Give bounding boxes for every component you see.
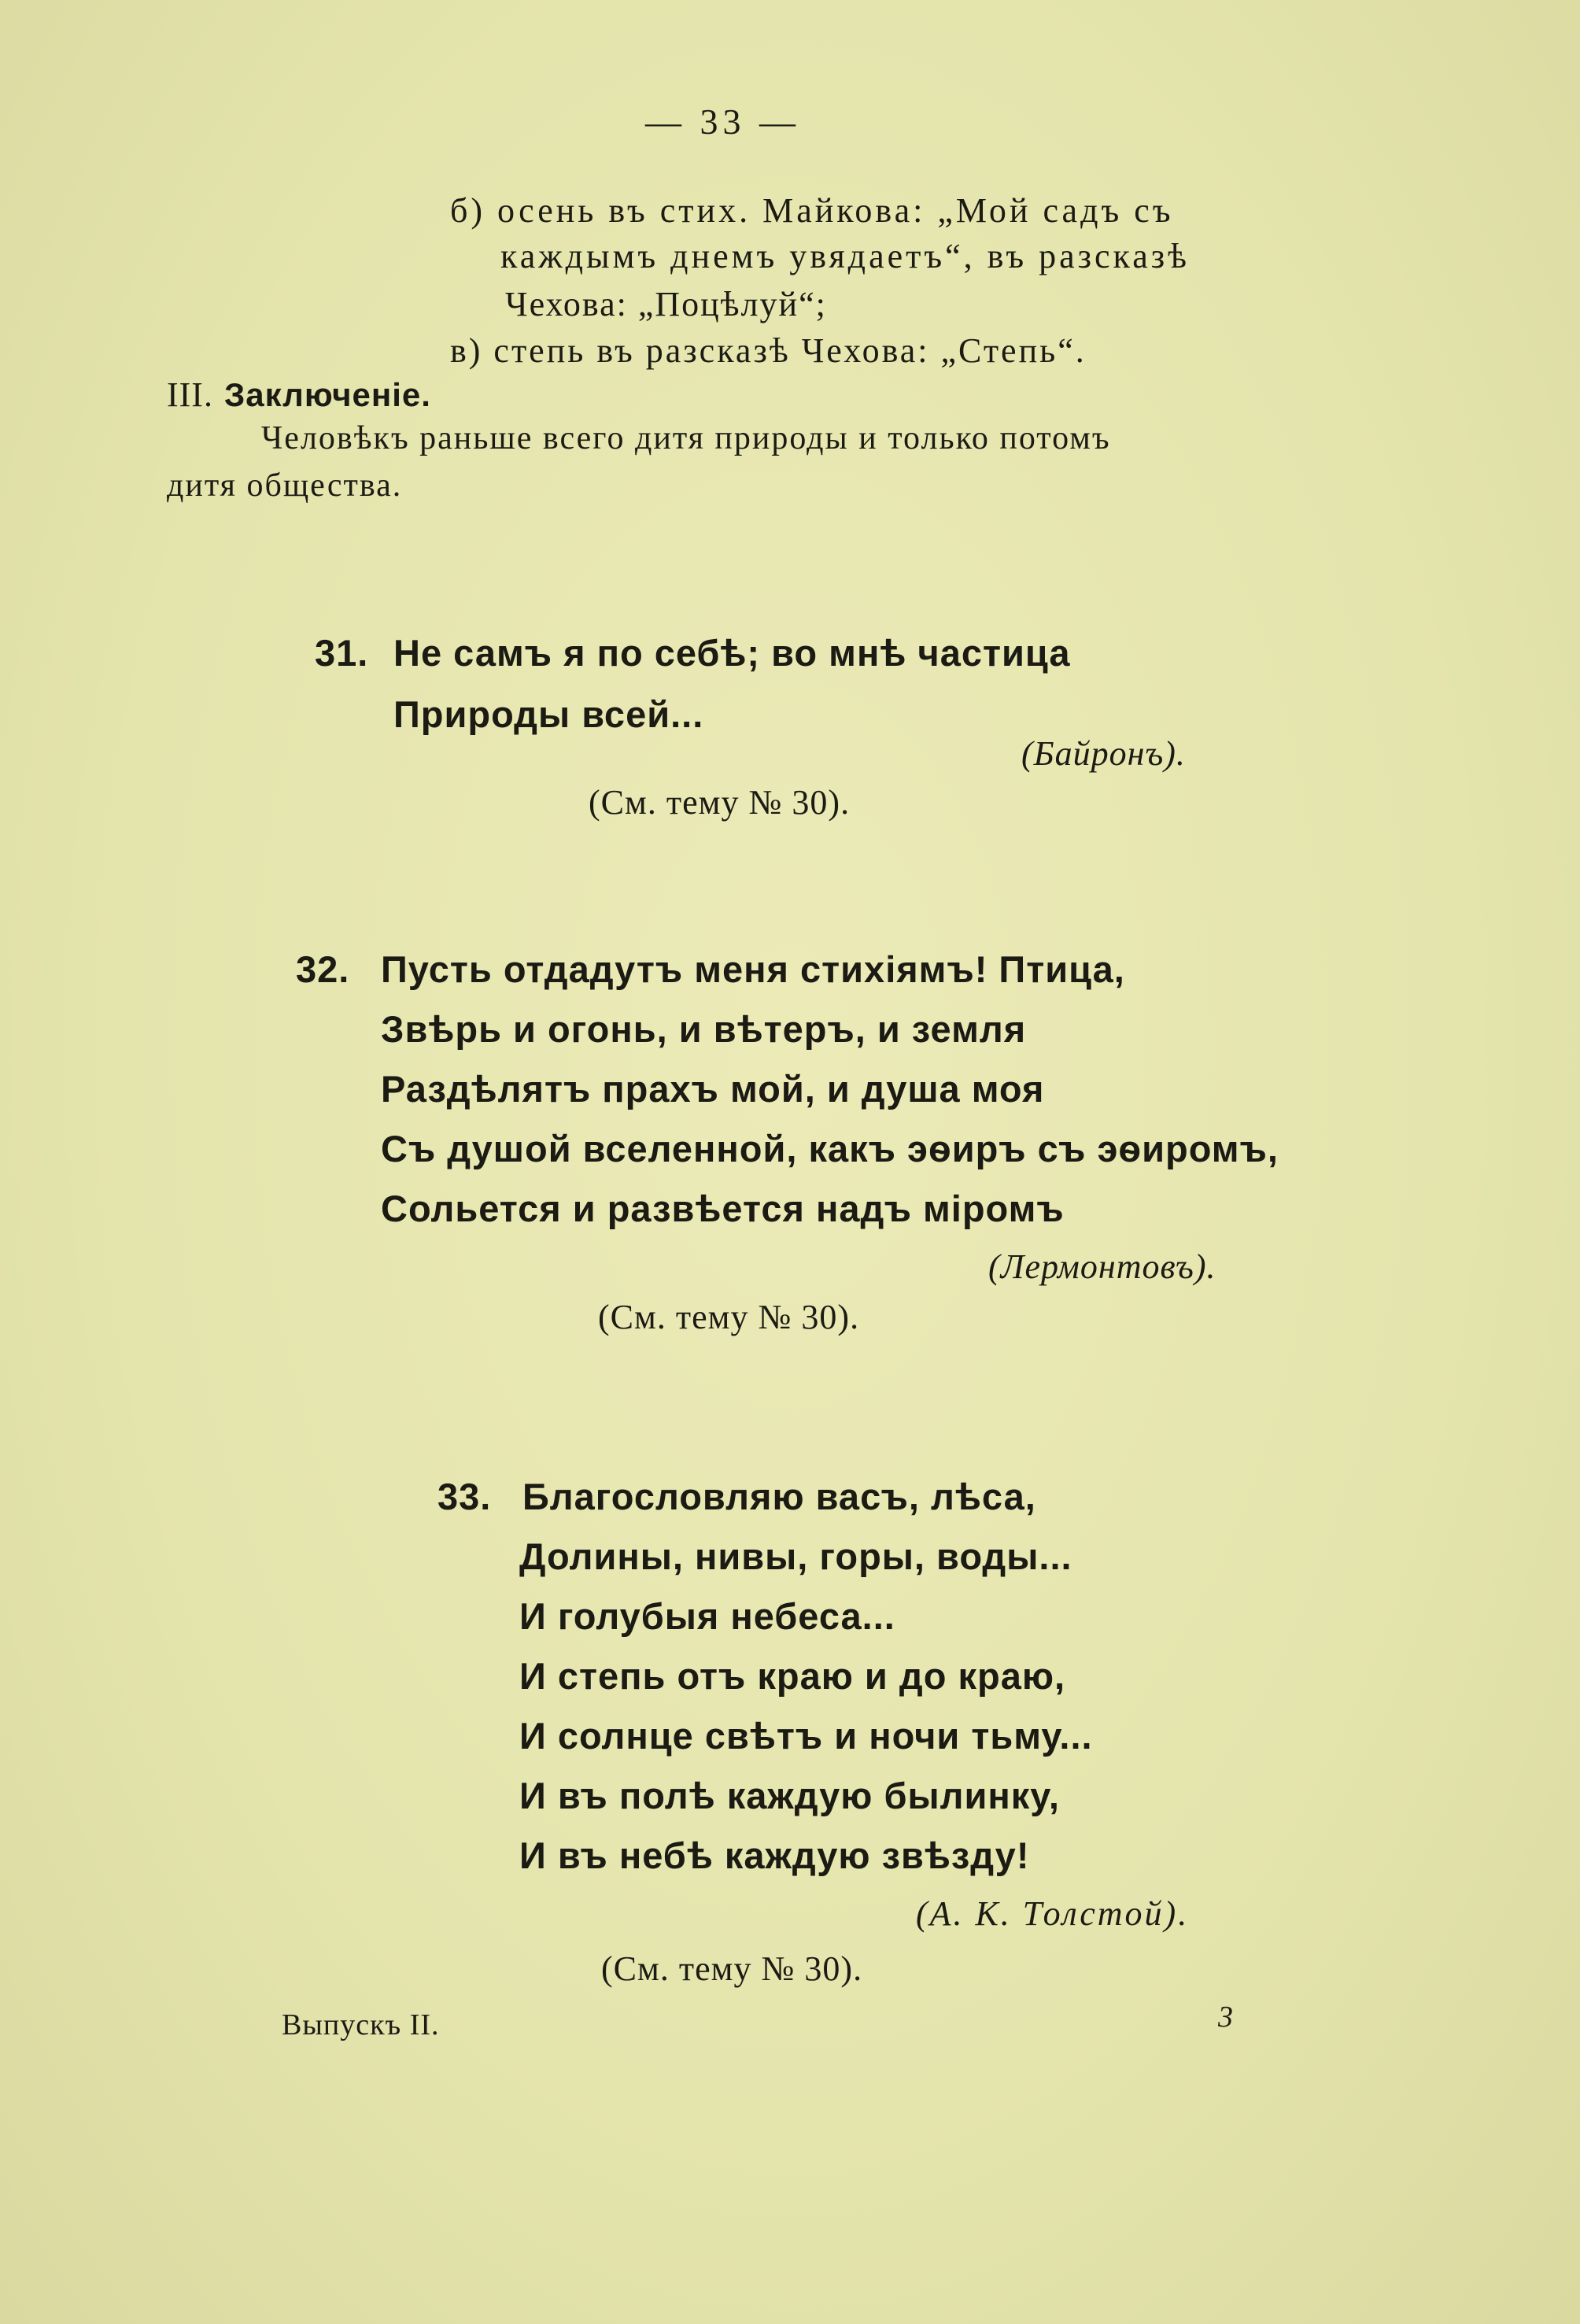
topic33-line-3: И голубыя небеса... [519,1595,895,1637]
topic33-line-5: И солнце свѣтъ и ночи тьму... [519,1715,1093,1757]
outline-item-b-line2: каждымъ днемъ увядаетъ“, въ разсказѣ [500,237,1191,275]
footer-issue: Выпускъ II. [282,2008,440,2041]
topic33-line-4: И степь отъ краю и до краю, [519,1655,1066,1697]
topic32-line-5: Сольется и развѣется надъ міромъ [381,1188,1065,1229]
topic33-line-7: И въ небѣ каждую звѣзду! [519,1834,1030,1876]
topic32-line-3: Раздѣлятъ прахъ мой, и душа моя [381,1068,1045,1110]
topic31-number: 31. [315,632,369,674]
outline-item-b-line3: Чехова: „Поцѣлуй“; [505,285,827,323]
conclusion-line1: Человѣкъ раньше всего дитя природы и только потомъ [261,420,1111,456]
section-iii-title: Заключеніе. [223,376,431,413]
outline-item-b-line1: б) осень въ стих. Майкова: „Мой садъ съ [450,191,1174,230]
outline-item-v: в) степь въ разсказѣ Чехова: „Степь“. [450,331,1087,370]
footer-signature-mark: 3 [1218,2001,1234,2034]
topic32-author: (Лермонтовъ). [988,1247,1216,1286]
topic31-line-2: Природы всей... [393,693,704,735]
section-iii-heading [167,375,431,414]
topic32-line-2: Звѣрь и огонь, и вѣтеръ, и земля [381,1008,1027,1050]
topic31-see-reference: (См. тему № 30). [589,783,851,822]
topic33-line-2: Долины, нивы, горы, воды... [519,1535,1072,1577]
topic32-line-4: Съ душой вселенной, какъ эѳиръ съ эѳиромъ, [381,1128,1279,1169]
section-iii-numeral: III. [167,375,213,414]
topic32-number: 32. [296,948,350,990]
conclusion-line2: дитя общества. [167,467,403,504]
topic33-number: 33. [437,1476,492,1517]
topic33-line-6: И въ полѣ каждую былинку, [519,1775,1060,1816]
topic33-author: (А. К. Толстой). [916,1894,1190,1933]
page-number: — 33 — [645,102,800,142]
topic31-author: (Байронъ). [1021,734,1186,773]
topic33-see-reference: (См. тему № 30). [601,1949,863,1988]
topic31-line-1: Не самъ я по себѣ; во мнѣ частица [393,632,1071,674]
topic33-line-1: Благословляю васъ, лѣса, [522,1476,1036,1517]
topic32-see-reference: (См. тему № 30). [598,1298,860,1336]
topic32-line-1: Пусть отдадутъ меня стихіямъ! Птица, [381,948,1125,990]
